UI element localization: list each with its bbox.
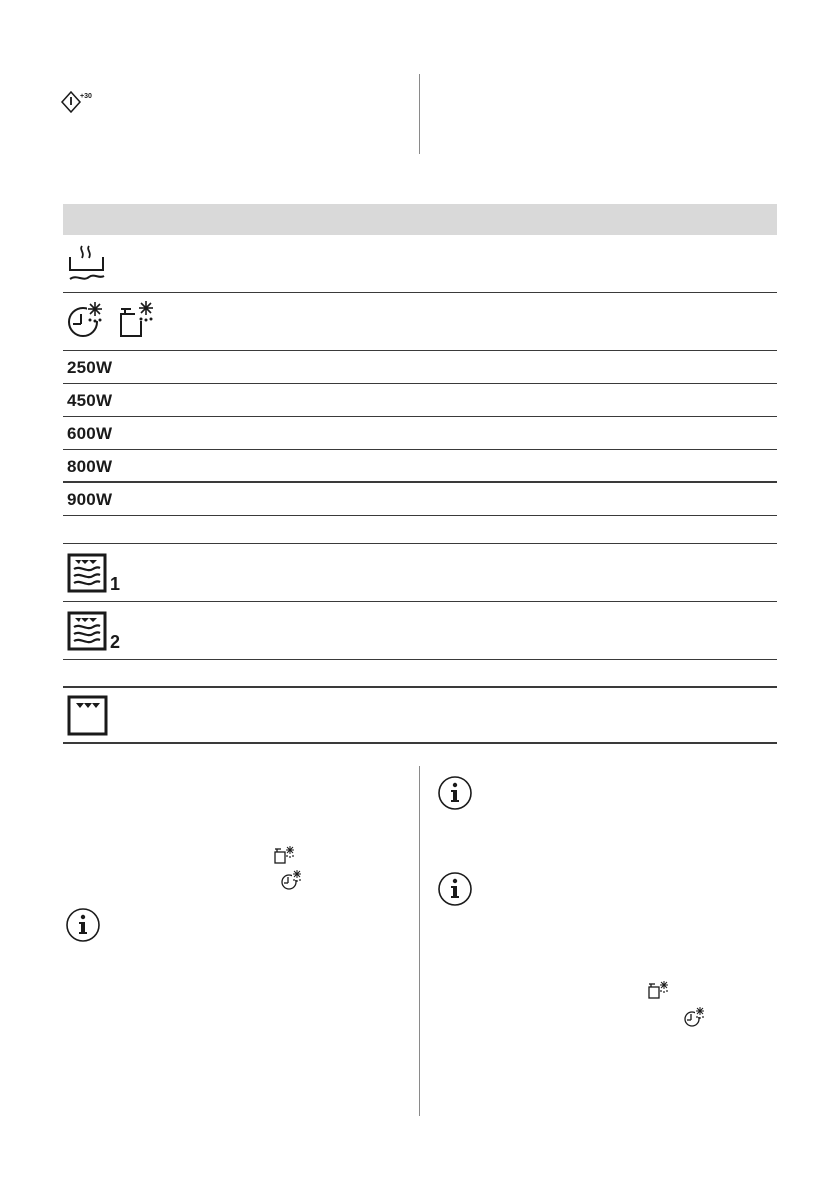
table-row [63,450,777,483]
table-row [63,235,777,293]
program-number: 2 [110,632,121,652]
defrost-time-icon [684,1006,710,1033]
table-header [63,204,777,235]
info-icon [437,871,473,912]
table-row [63,417,777,450]
power-level-label: 900W [67,490,113,509]
table-row [63,384,777,417]
microwave-grill-program-icon [67,553,109,600]
table-row [63,483,777,516]
column-divider-top [419,74,420,154]
column-divider-bottom [419,766,420,1116]
microwave-grill-program-icon [67,611,109,658]
table-row-empty [63,516,777,544]
defrost-weight-icon [274,845,300,870]
table-row [63,351,777,384]
defrost-time-icon [281,869,307,896]
steam-bowl-icon [67,243,107,292]
table-row [63,544,777,602]
table-row-empty [63,660,777,688]
defrost-weight-icon [119,300,169,349]
start-plus-30-label: +30 [80,93,92,100]
defrost-weight-icon [648,980,674,1005]
defrost-time-icon [67,300,117,349]
function-table [63,204,777,744]
info-icon [65,907,101,948]
power-level-label: 250W [67,358,113,377]
start-plus-30-icon [61,90,97,116]
table-row [63,293,777,351]
table-row [63,688,777,744]
info-icon [437,775,473,816]
grill-icon [67,695,109,742]
power-level-label: 800W [67,457,113,476]
power-level-label: 450W [67,391,113,410]
power-level-label: 600W [67,424,113,443]
program-number: 1 [110,574,121,594]
table-row [63,602,777,660]
